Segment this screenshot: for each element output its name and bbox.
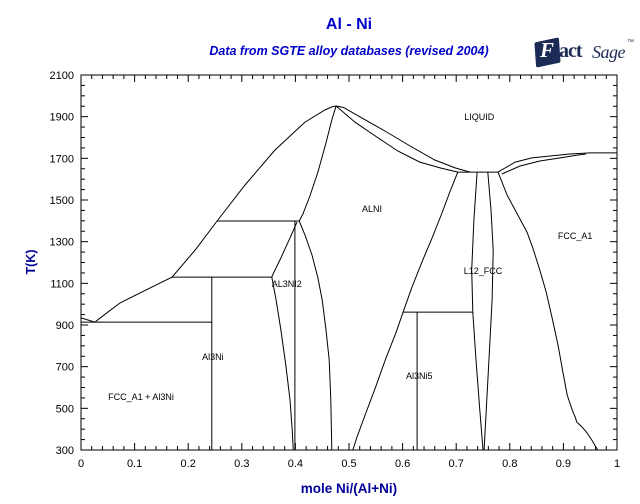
trademark-symbol: ™: [627, 39, 634, 46]
fcc-solvus-boundary: [498, 172, 598, 450]
x-tick-label: 0.1: [126, 458, 143, 470]
y-tick-label: 2100: [49, 70, 74, 82]
region-label-liquid: LIQUID: [464, 112, 495, 123]
x-tick-label: 0.6: [394, 458, 411, 470]
x-tick-label: 0.8: [502, 458, 518, 470]
region-label-fcc-a1-al3ni: FCC_A1 + Al3Ni: [108, 392, 174, 403]
y-tick-label: 1700: [49, 153, 74, 166]
al3ni2-left-boundary: [272, 222, 297, 450]
factsage-logo-f: F: [540, 38, 555, 62]
l12-right-boundary: [484, 172, 493, 450]
y-tick-label: 900: [55, 320, 74, 332]
ni-liquidus: [498, 153, 617, 172]
region-label-alni: ALNI: [362, 203, 383, 214]
x-tick-label: 0: [77, 458, 85, 470]
factsage-logo: [533, 37, 633, 69]
region-label-al3ni2: AL3NI2: [271, 278, 302, 289]
region-label-fcc-a1: FCC_A1: [557, 231, 593, 242]
y-tick-label: 700: [55, 361, 74, 374]
y-tick-label: 1300: [49, 236, 74, 249]
region-label-al3ni5: Al3Ni5: [405, 371, 433, 382]
region-label-l12-fcc: L12_FCC: [463, 266, 503, 277]
x-tick-label: 0.2: [180, 458, 196, 470]
factsage-logo-act: act: [559, 40, 582, 62]
factsage-logo-sage: Sage: [592, 42, 625, 62]
page-subtitle: Data from SGTE alloy databases (revised 2004): [209, 44, 489, 58]
x-tick-label: 0.9: [555, 458, 572, 470]
y-tick-label: 1500: [49, 195, 74, 207]
y-tick-label: 300: [55, 445, 74, 457]
l12-left-boundary: [472, 172, 483, 450]
x-tick-label: 0.7: [448, 458, 464, 470]
x-axis-title: mole Ni/(Al+Ni): [300, 481, 398, 496]
x-tick-label: 1: [613, 458, 621, 470]
x-tick-label: 0.4: [287, 458, 304, 470]
x-tick-label: 0.3: [234, 458, 250, 470]
x-tick-label: 0.5: [341, 458, 357, 470]
y-tick-label: 1100: [50, 278, 74, 291]
y-axis-title: T(K): [24, 249, 38, 275]
alni-left-boundary: [299, 221, 332, 450]
page-title: Al - Ni: [325, 16, 373, 33]
y-tick-label: 1900: [49, 111, 74, 124]
alni-solidus-left: [299, 106, 336, 221]
liquidus-al-alni: [81, 106, 470, 322]
region-label-al3ni: Al3Ni: [202, 352, 224, 363]
y-tick-label: 500: [55, 403, 74, 416]
